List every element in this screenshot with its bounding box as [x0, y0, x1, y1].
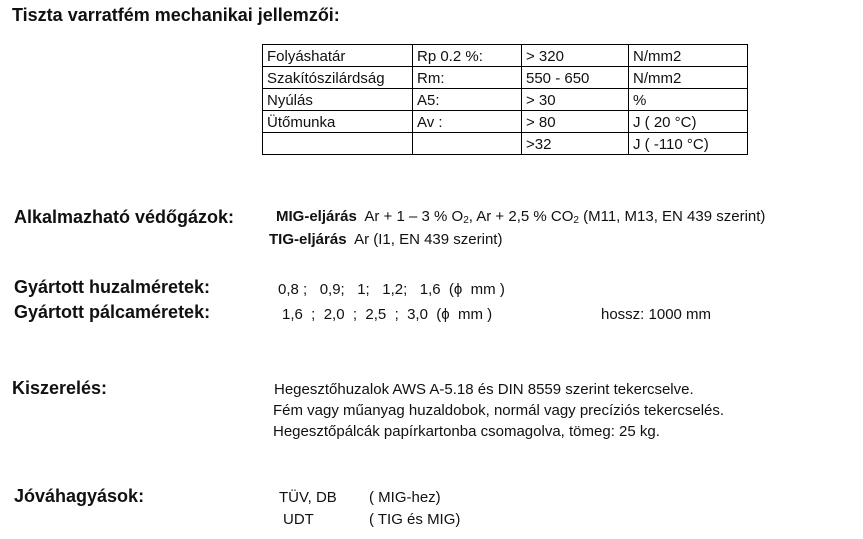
packaging-label: Kiszerelés: — [12, 378, 108, 398]
table-cell — [413, 133, 522, 155]
shielding-gases-label: Alkalmazható védőgázok: — [14, 207, 235, 227]
rod-sizes-label: Gyártott pálcaméretek: — [14, 302, 211, 322]
table-row — [263, 67, 748, 89]
table-cell: Rm: — [413, 67, 522, 89]
mechanical-properties-table — [262, 44, 748, 155]
rod-length: hossz: 1000 mm — [601, 306, 712, 323]
table-cell: Rp 0.2 %: — [413, 45, 522, 67]
mig-text-3: (M11, M13, EN 439 szerint) — [578, 208, 766, 225]
tig-gas-line — [269, 231, 502, 248]
approval-scope: ( MIG-hez) — [369, 489, 441, 506]
packaging-line: Hegesztőpálcák papírkartonba csomagolva, tömeg: 25 kg. — [273, 423, 660, 440]
table-cell: N/mm2 — [629, 67, 748, 89]
packaging-line: Hegesztőhuzalok AWS A-5.18 és DIN 8559 szerint tekercselve. — [274, 381, 694, 398]
table-cell: > 320 — [522, 45, 629, 67]
table-cell: Szakítószilárdság — [263, 67, 413, 89]
table-row — [263, 111, 748, 133]
tig-label: TIG-eljárás — [269, 231, 347, 248]
table-cell: > 80 — [522, 111, 629, 133]
mig-text-1: Ar + 1 – 3 % O — [364, 208, 464, 225]
table-cell: Nyúlás — [263, 89, 413, 111]
table-cell: J ( 20 °C) — [629, 111, 748, 133]
table-cell: Folyáshatár — [263, 45, 413, 67]
packaging-line: Fém vagy műanyag huzaldobok, normál vagy precíziós tekercselés. — [273, 402, 725, 419]
approvals-label: Jóváhagyások: — [14, 486, 145, 506]
table-cell: A5: — [413, 89, 522, 111]
table-row — [263, 45, 748, 67]
table-cell: N/mm2 — [629, 45, 748, 67]
mig-sub-1: 2 — [463, 215, 469, 226]
approval-scope: ( TIG és MIG) — [369, 511, 461, 528]
mig-sub-2: 2 — [573, 215, 579, 226]
tig-text: Ar (I1, EN 439 szerint) — [354, 231, 503, 248]
table-cell: Ütőmunka — [263, 111, 413, 133]
mig-label: MIG-eljárás — [276, 208, 357, 225]
table-cell: 550 - 650 — [522, 67, 629, 89]
mig-gas-line — [276, 208, 765, 226]
table-cell: > 30 — [522, 89, 629, 111]
table-cell: >32 — [522, 133, 629, 155]
table-cell — [263, 133, 413, 155]
table-row — [263, 133, 748, 155]
wire-sizes-values: 0,8 ; 0,9; 1; 1,2; 1,6 (ϕ mm ) — [278, 281, 505, 298]
mig-text-2: , Ar + 2,5 % CO — [468, 208, 574, 225]
rod-sizes-values: 1,6 ; 2,0 ; 2,5 ; 3,0 (ϕ mm ) — [282, 306, 493, 323]
approval-name: TÜV, DB — [279, 489, 337, 506]
table-cell: Av : — [413, 111, 522, 133]
table-cell: % — [629, 89, 748, 111]
table-cell: J ( -110 °C) — [629, 133, 748, 155]
wire-sizes-label: Gyártott huzalméretek: — [14, 277, 211, 297]
page-title: Tiszta varratfém mechanikai jellemzői: — [12, 5, 340, 25]
table-row — [263, 89, 748, 111]
approval-name: UDT — [283, 511, 314, 528]
